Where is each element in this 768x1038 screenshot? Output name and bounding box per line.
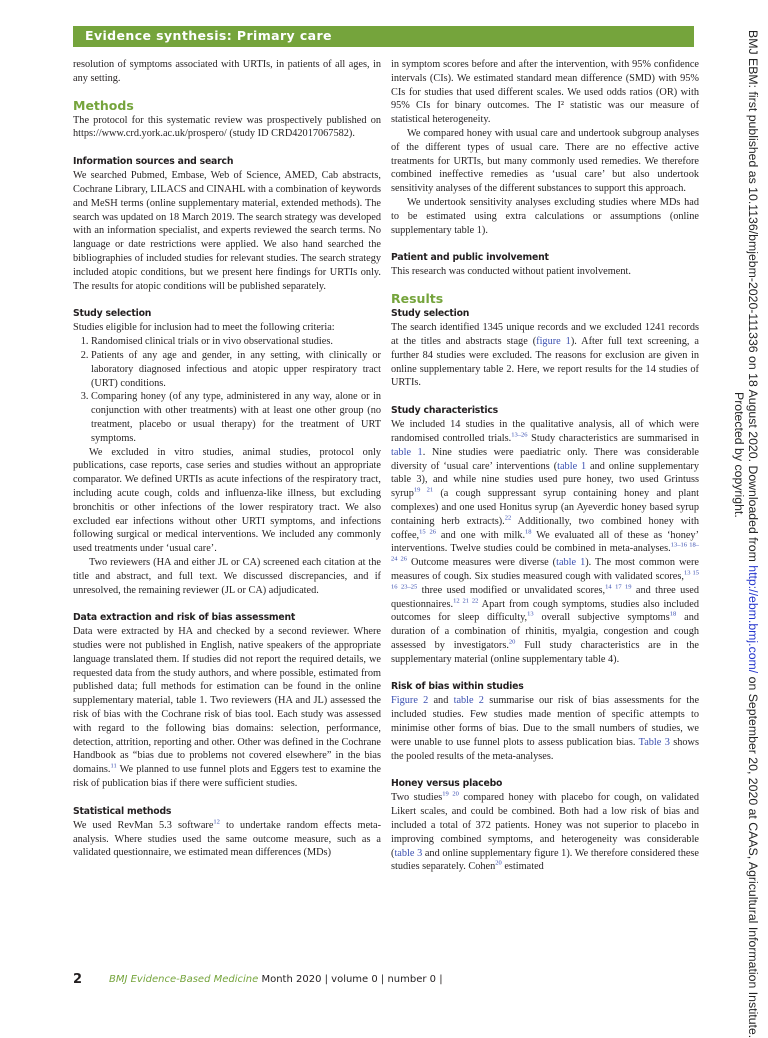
risk-of-bias-text: Figure 2 and table 2 summarise our risk of bias assessments for the included studies. Few studies made mention of specific attempts to minimise other forms of bias. Due to the small numbers of studies, we were unable to use funnel plots to assess publication bias. Table 3 shows the pooled results of the meta-analyses. (391, 695, 700, 762)
results-study-selection-heading: Study selection (391, 308, 470, 320)
citation-ref[interactable]: 12 21 22 (453, 597, 479, 605)
data-extraction-text: Data were extracted by HA and checked by a second reviewer. Where studies were not published in English, native speakers of the appropriate language translated them. If studies did not report the required details, we requested data from the study authors, and where possible, estimated from published data; full methods for estimation can be found in the online supplementary material, table 1. Two reviewers (HA and JL) assessed the risk of bias with the Cochrane risk of bias tool. Each study was assessed with regard to the following bias domains: selection, performance, detection, attrition, reporting and other. Other was defined in the Cochrane Handbook as “bias due to problems not covered elsewhere” in the bias domains.$^{11}$ We planned to use funnel plots and Eggers test to examine the risk of publication bias if there were sufficient studies. (73, 626, 381, 790)
table-2-link[interactable]: table 2 (453, 695, 484, 707)
watermark-line-2: Protected by copyright. (732, 392, 746, 518)
usual-care-paragraph: We compared honey with usual care and undertook subgroup analyses of the different types of usual care. There are no effective active treatments for URTIs, but many commonly used remedies. We therefore combined ineffective remedies as ‘usual care’ but also undertook sensitivity analyses of the different substances to support this approach. (391, 127, 699, 195)
section-title: Evidence synthesis: Primary care (85, 28, 332, 43)
intro-text: resolution of symptoms associated with URTIs, in patients of all ages, in any setting. (73, 59, 381, 84)
info-sources-heading: Information sources and search (73, 156, 234, 168)
left-column (73, 58, 381, 860)
exclusion-paragraph: We excluded in vitro studies, animal studies, protocol only publications, case reports, case series and studies without an appropriate comparator. We defined URTIs as acute infections of the respiratory tract, including acute cough, colds and influenza-like illness, but excluding bronchitis or other infections of the lower respiratory tract. We also excluded ear infections without other URTI symptoms, and infections following surgical or medical interventions. We included any commonly used treatments under ‘usual care’. (73, 446, 381, 555)
citation-ref[interactable]: 20 (508, 638, 516, 646)
ppi-heading: Patient and public involvement (391, 252, 549, 264)
citation-ref[interactable]: 11 (110, 762, 117, 770)
statistical-methods-text: We used RevMan 5.3 software$^{12}$ to undertake random effects meta-analysis. Where studies used the same outcome measure, such as a validated questionnaire, we estimated mean differences (MDs) (73, 818, 381, 859)
figure-2-link[interactable]: Figure 2 (391, 695, 429, 707)
issue-info: Month 2020 | volume 0 | number 0 | (258, 974, 443, 985)
continued-text: in symptom scores before and after the intervention, with 95% confidence intervals (CIs). We estimated standard mean difference (SMD) with 95% CIs for studies that used different scales. We used odds ratios (OR) with 95% CIs for binary outcomes. The I² statistic was our measure of statistical heterogeneity. (391, 59, 699, 126)
table-1-link[interactable]: table 1 (557, 460, 587, 472)
study-selection-heading: Study selection (73, 308, 152, 320)
watermark-line-1: BMJ EBM: first published as 10.1136/bmjebm-2020-111336 on 18 August 2020. Downloaded from http://ebm.bmj.com/ on September 20, 2020 at CAAS, Agricultural Information Institute. (746, 30, 760, 1038)
citation-ref[interactable]: 13 (527, 610, 534, 618)
study-characteristics-text: We included 14 studies in the qualitative analysis, all of which were randomised controlled trials.$^{13-26}$ Study characteristics are summarised in table 1. Nine studies were paediatric only. There was considerable diversity of ‘usual care’ interventions (table 1 and online supplementary table 3), and while nine studies used pure honey, two used Grintuss syrup$^{19 21}$ (a cough suppressant syrup containing honey and plant complexes) and one used Honitus syrup (an Ayeverdic honey based syrup containing herb extracts).$^{22}$ Additionally, two combined honey with coffee,$^{15 26}$ and one with milk.$^{18}$ We evaluated all of these as ‘honey’ interventions. Twelve studies could be combined in meta-analyses.$^{13-16 18-24 26}$ Outcome measures were diverse (table 1). The most common were measures of cough. Six studies measured cough with validated scores,$^{13 15 16 23-25}$ three used modified or unvalidated scores,$^{14 17 19}$ and three used questionnaires.$^{12 21 22}$ Apart from cough symptoms, studies also included outcomes for sleep difficulty,$^{13}$ overall subjective symptoms$^{18}$ and duration of a combination of rhinitis, myalgia, congestion and cough assessed by investigators.$^{20}$ Full study characteristics are in the supplementary material (online supplementary table 4). (391, 419, 700, 665)
info-sources-text: We searched Pubmed, Embase, Web of Science, AMED, Cab abstracts, Cochrane Library, LILACS and CINAHL with a combination of keywords and MeSH terms (online supplementary material, extended methods). The search was updated on 18 March 2019. The search strategy was developed with an information specialist, and experts reviewed the search terms. No language or date restrictions were applied. We also hand searched the bibliographies of included studies for relevant studies. The search strategy included atopic conditions, but we present here findings for URTIs only. The results for atopic conditions will be published separately. (73, 170, 381, 292)
table-1-link[interactable]: table 1 (391, 446, 423, 458)
journal-info (109, 974, 443, 985)
citation-ref[interactable]: 18 (525, 528, 532, 536)
ebm-site-link[interactable]: http://ebm.bmj.com/ (746, 565, 760, 674)
criteria-item: 3. Comparing honey (of any type, administered in any way, alone or in conjunction with other treatments) with at least one other group (no treatment, placebo or usual therapy) for the treatment of URT symptoms. (91, 390, 381, 445)
journal-name: BMJ Evidence-Based Medicine (109, 974, 259, 985)
table-3-link[interactable]: Table 3 (638, 736, 670, 748)
statistical-methods-heading: Statistical methods (73, 805, 172, 817)
right-column (391, 58, 699, 874)
citation-ref[interactable]: 19 20 (442, 791, 459, 799)
download-watermark (732, 30, 760, 1038)
citation-ref[interactable]: 12 (213, 818, 220, 826)
citation-ref[interactable]: 19 21 (413, 486, 434, 494)
citation-ref[interactable]: 20 (495, 860, 502, 868)
methods-heading: Methods (73, 97, 134, 113)
methods-text: The protocol for this systematic review was prospectively published on https://www.crd.york.ac.uk/prospero/ (study ID CRD42017067582). (73, 114, 381, 140)
figure-1-link[interactable]: figure 1 (536, 335, 571, 347)
table-3-link[interactable]: table 3 (394, 847, 423, 859)
citation-ref[interactable]: 22 (504, 514, 512, 522)
criteria-lead: Studies eligible for inclusion had to meet the following criteria: (73, 322, 335, 334)
study-characteristics-heading: Study characteristics (391, 405, 499, 417)
citation-ref[interactable]: 14 17 19 (605, 583, 632, 591)
results-study-selection-text: The search identified 1345 unique records and we excluded 1241 records at the titles and abstracts stage (figure 1). After full text screening, a further 84 studies were excluded. The reasons for exclusion are given in online supplementary table 2. Here, we report results for the 14 studies of URTIs. (391, 322, 699, 389)
criteria-list (73, 335, 381, 445)
citation-ref[interactable]: 13–26 (511, 431, 528, 439)
honey-vs-placebo-heading: Honey versus placebo (391, 778, 503, 790)
page-number: 2 (73, 972, 83, 987)
honey-vs-placebo-text: Two studies$^{19 20}$ compared honey with placebo for cough, on validated Likert scales, and could be combined. Both had a low risk of bias and included a total of 372 patients. Honey was not superior to placebo in improving combined symptoms, and heterogeneity was considerable (table 3 and online supplementary figure 1). We therefore considered these studies separately. Cohen$^{20}$ estimated (391, 791, 700, 873)
results-heading: Results (391, 291, 444, 307)
criteria-item: 2. Patients of any age and gender, in any setting, with clinically or laboratory diagnosed infectious and atopic upper respiratory tract (URT) conditions. (91, 349, 381, 390)
table-1-link[interactable]: table 1 (556, 557, 586, 569)
risk-of-bias-heading: Risk of bias within studies (391, 681, 524, 693)
criteria-item: 1. Randomised clinical trials or in vivo observational studies. (91, 335, 381, 349)
sensitivity-paragraph: We undertook sensitivity analyses excluding studies where MDs had to be estimated using extra calculations or assumptions (online supplementary table 1). (391, 196, 699, 236)
ppi-text: This research was conducted without patient involvement. (391, 266, 631, 278)
citation-ref[interactable]: 15 26 (419, 528, 437, 536)
data-extraction-heading: Data extraction and risk of bias assessment (73, 612, 296, 624)
citation-ref[interactable]: 18 (669, 610, 677, 618)
citation-ref[interactable]: 13 15 16 23–25 (391, 569, 700, 591)
reviewers-paragraph: Two reviewers (HA and either JL or CA) screened each citation at the title and abstract, and full text. We discussed discrepancies, and if unresolved, the remaining reviewer (JL or CA) adjudicated. (73, 556, 381, 596)
section-header-bar (73, 26, 694, 47)
citation-ref[interactable]: 13–16 18–24 26 (391, 541, 699, 563)
